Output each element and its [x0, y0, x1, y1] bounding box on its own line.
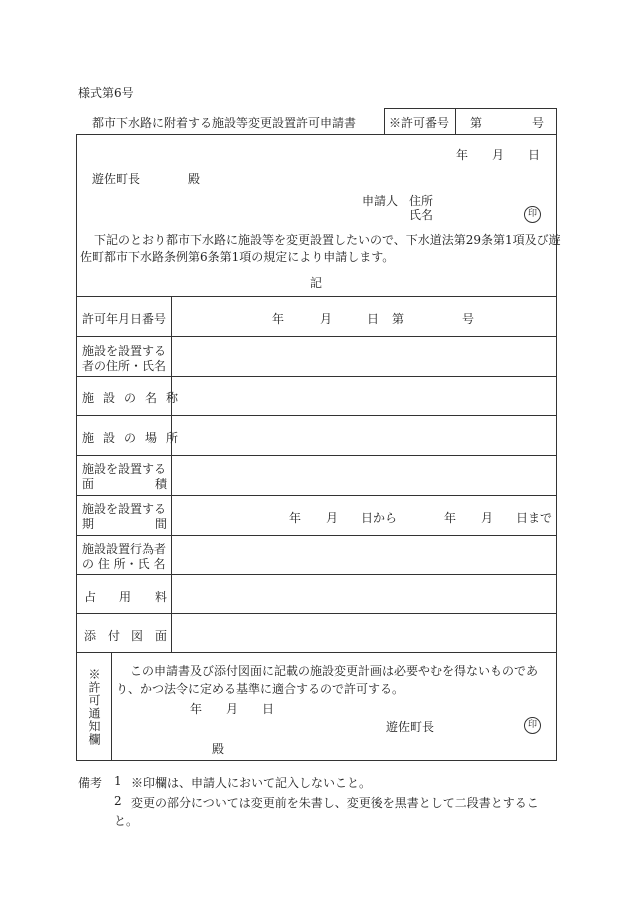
- notice-mayor: 遊佐町長: [386, 720, 435, 734]
- row-drawing-a: 添: [84, 629, 97, 643]
- body-line-1: 下記のとおり都市下水路に施設等を変更設置したいので、下水道法第29条第1項及び遊: [94, 233, 561, 247]
- row-period-line1: 施設を設置する: [82, 502, 167, 516]
- row-actor-line2: の 住 所・氏 名: [82, 557, 166, 571]
- row-drawing-d: 面: [155, 629, 168, 643]
- row-installer-line1: 施設を設置する: [82, 344, 167, 358]
- period-nen2[interactable]: 年: [444, 511, 457, 525]
- area-input[interactable]: [176, 459, 552, 491]
- permit-date-hi[interactable]: 日: [367, 312, 380, 326]
- row-fee-c: 料: [155, 590, 168, 604]
- applicant-name[interactable]: 氏名: [409, 208, 434, 222]
- remark-2-number: 2: [114, 794, 122, 808]
- permit-number-label: ※許可番号: [389, 116, 450, 130]
- form-number: 様式第6号: [78, 86, 134, 100]
- applicant-label: 申請人: [362, 194, 399, 208]
- notice-nen: 年: [190, 702, 203, 716]
- form-title: 都市下水路に附着する施設等変更設置許可申請書: [92, 116, 357, 130]
- notice-hi: 日: [262, 702, 275, 716]
- remarks-label: 備考: [78, 776, 103, 790]
- row-actor-line1: 施設設置行為者: [82, 542, 167, 556]
- remark-2-text-b: と。: [114, 814, 139, 828]
- row-permit-date-label: 許可年月日番号: [82, 312, 167, 326]
- period-nen1[interactable]: 年: [289, 511, 302, 525]
- row-area-line1: 施設を設置する: [82, 462, 167, 476]
- permit-go[interactable]: 号: [532, 116, 545, 130]
- ki-label: 記: [310, 276, 323, 290]
- permit-dai[interactable]: 第: [470, 116, 483, 130]
- row-drawing-b: 付: [108, 629, 121, 643]
- row-period-line2b: 間: [155, 517, 168, 531]
- date-month[interactable]: 月: [492, 148, 505, 162]
- installer-input[interactable]: [176, 340, 552, 372]
- notice-side-label: ※許可通知欄: [87, 668, 101, 746]
- period-kara[interactable]: 日から: [361, 511, 398, 525]
- facility-place-input[interactable]: [176, 419, 552, 451]
- drawing-input[interactable]: [176, 617, 552, 648]
- row-period-line2a: 期: [82, 517, 95, 531]
- applicant-address[interactable]: 住所: [409, 194, 434, 208]
- row-area-line2b: 積: [155, 477, 168, 491]
- remark-1-text: ※印欄は、申請人において記入しないこと。: [131, 776, 372, 790]
- permit-date-go[interactable]: 号: [462, 312, 475, 326]
- applicant-seal-icon: 印: [524, 206, 541, 223]
- actor-input[interactable]: [176, 539, 552, 570]
- notice-tsuki: 月: [226, 702, 239, 716]
- row-fee-b: 用: [119, 590, 132, 604]
- notice-line-2: り、かつ法令に定める基準に適合するので許可する。: [116, 682, 405, 696]
- permit-date-dai[interactable]: 第: [392, 312, 405, 326]
- row-installer-line2: 者の住所・氏名: [82, 359, 167, 373]
- body-line-2: 佐町都市下水路条例第6条第1項の規定により申請します。: [80, 250, 395, 264]
- period-tsuki2[interactable]: 月: [481, 511, 494, 525]
- remark-2-text-a: 変更の部分については変更前を朱書し、変更後を黒書として二段書とするこ: [131, 796, 539, 810]
- fee-input[interactable]: [176, 578, 552, 609]
- permit-date-nen[interactable]: 年: [272, 312, 285, 326]
- period-made[interactable]: 日まで: [516, 511, 553, 525]
- addressee-name: 遊佐町長: [92, 172, 141, 186]
- addressee-honorific: 殿: [188, 172, 201, 186]
- row-fee-a: 占: [84, 590, 97, 604]
- notice-line-1: この申請書及び添付図面に記載の施設変更計画は必要やむを得ないものであ: [130, 664, 539, 678]
- notice-dono: 殿: [212, 742, 225, 756]
- row-area-line2a: 面: [82, 477, 95, 491]
- remark-1-number: 1: [114, 774, 122, 788]
- notice-seal-icon: 印: [524, 717, 541, 734]
- date-day[interactable]: 日: [528, 148, 541, 162]
- row-drawing-c: 図: [131, 629, 144, 643]
- permit-date-tsuki[interactable]: 月: [320, 312, 333, 326]
- row-facility-place-label: 施設の場所: [82, 431, 188, 445]
- facility-name-input[interactable]: [176, 380, 552, 411]
- period-tsuki1[interactable]: 月: [326, 511, 339, 525]
- date-year[interactable]: 年: [456, 148, 469, 162]
- row-facility-name-label: 施設の名称: [82, 391, 188, 405]
